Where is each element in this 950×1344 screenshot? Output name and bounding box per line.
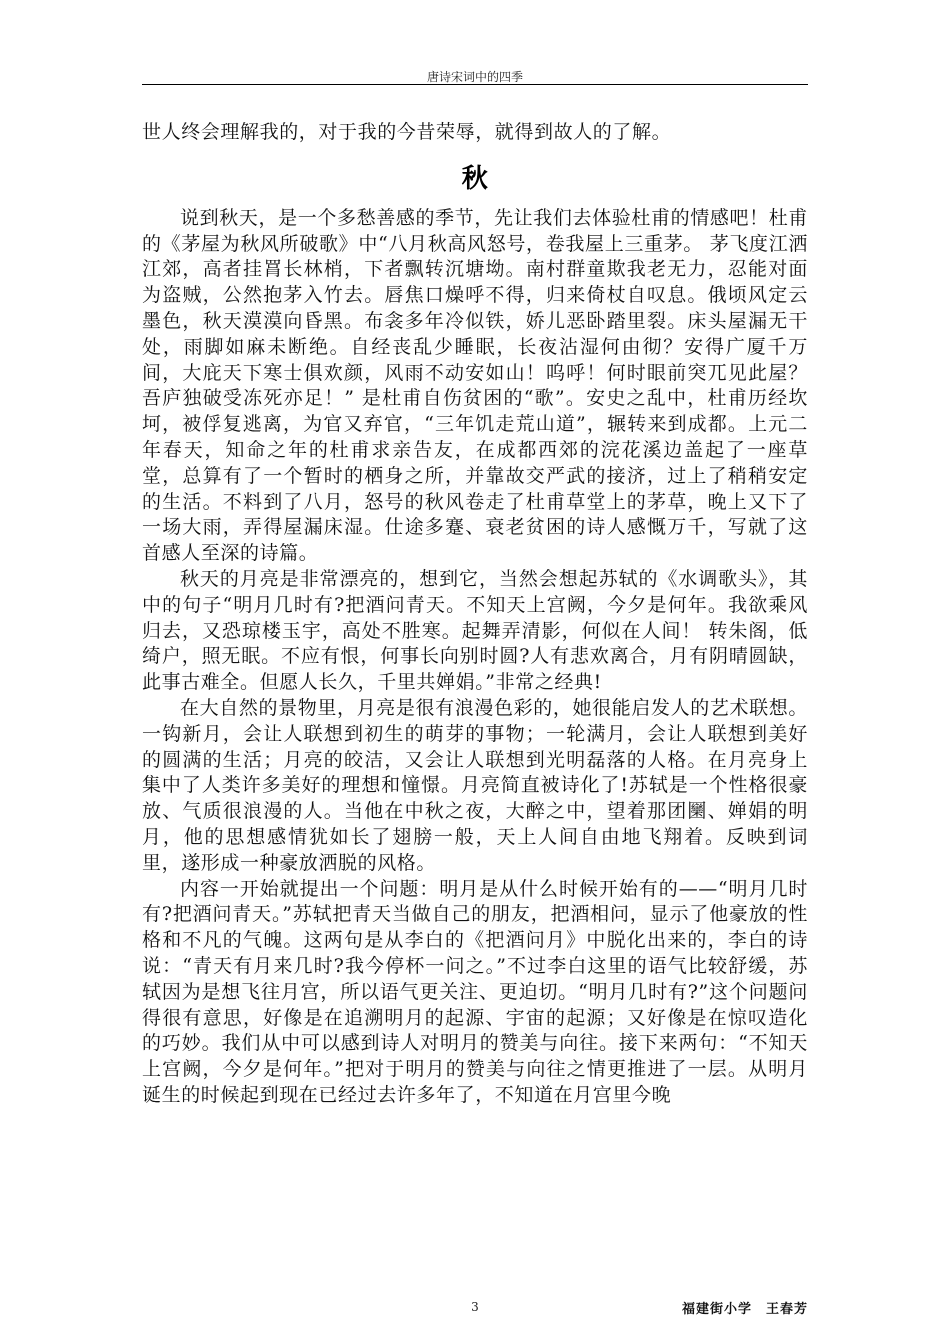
paragraph: 在大自然的景物里，月亮是很有浪漫色彩的，她很能启发人的艺术联想。一钩新月，会让人联想到初生的萌芽的事物；一轮满月，会让人联想到美好的圆满的生活；月亮的皎洁，又会让人联想到光明磊落的人格。在月亮身上集中了人类许多美好的理想和憧憬。月亮简直被诗化了!苏轼是一个性格很豪放、气质很浪漫的人。当他在中秋之夜，大醉之中，望着那团圞、婵娟的明月，他的思想感情犹如长了翅膀一般，天上人间自由地飞翔着。反映到词里，遂形成一种豪放洒脱的风格。: [142, 696, 808, 874]
paragraph: 内容一开始就提出一个问题：明月是从什么时候开始有的——“明月几时有?把酒问青天。”苏轼把青天当做自己的朋友，把酒相问，显示了他豪放的性格和不凡的气魄。这两句是从李白的《把酒问月》中脱化出来的，李白的诗说：“青天有月来几时?我今停杯一问之。”不过李白这里的语气比较舒缓，苏轼因为是想飞往月宫，所以语气更关注、更迫切。“明月几时有?”这个问题问得很有意思，好像是在追溯明月的起源、宇宙的起源；又好像是在惊叹造化的巧妙。我们从中可以感到诗人对明月的赞美与向往。接下来两句：“不知天上宫阙，今夕是何年。”把对于明月的赞美与向往之情更推进了一层。从明月诞生的时候起到现在已经过去许多年了，不知道在月宫里今晚: [142, 877, 808, 1106]
document-body: [142, 120, 808, 1109]
section-title: 秋: [461, 163, 489, 194]
paragraph: 说到秋天，是一个多愁善感的季节，先让我们去体验杜甫的情感吧！杜甫的《茅屋为秋风所破歌》中“八月秋高风怒号，卷我屋上三重茅。 茅飞度江洒江郊，高者挂罥长林梢，下者飘转沉塘坳。南村群童欺我老无力，忍能对面为盗贼，公然抱茅入竹去。唇焦口燥呼不得，归来倚杖自叹息。俄顷风定云墨色，秋天漠漠向昏黑。布衾多年冷似铁，娇儿恶卧踏里裂。床头屋漏无干处，雨脚如麻未断绝。自经丧乱少睡眠，长夜沾湿何由彻？安得广厦千万间，大庇天下寒士俱欢颜，风雨不动安如山！呜呼！何时眼前突兀见此屋？吾庐独破受冻死亦足！” 是杜甫自伤贫困的“歌”。安史之乱中，杜甫历经坎坷，被俘复逃离，为官又弃官，“三年饥走荒山道”，辗转来到成都。上元二年春天，知命之年的杜甫求亲告友，在成都西郊的浣花溪边盖起了一座草堂，总算有了一个暂时的栖身之所，并靠故交严武的接济，过上了稍稍安定的生活。不料到了八月，怒号的秋风卷走了杜甫草堂上的茅草，晚上又下了一场大雨，弄得屋漏床湿。仕途多蹇、衰老贫困的诗人感慨万千，写就了这首感人至深的诗篇。: [142, 206, 808, 565]
intro-line: 世人终会理解我的，对于我的今昔荣辱，就得到故人的了解。: [142, 121, 672, 143]
running-header-title: 唐诗宋词中的四季: [426, 70, 523, 84]
page-number: 3: [471, 1300, 479, 1314]
header-divider: [142, 84, 808, 85]
footer-author: 福建街小学 王春芳: [681, 1302, 808, 1317]
paragraph: 秋天的月亮是非常漂亮的，想到它，当然会想起苏轼的《水调歌头》，其中的句子“明月几时有?把酒问青天。不知天上宫阙，今夕是何年。我欲乘风归去，又恐琼楼玉宇，高处不胜寒。起舞弄清影，何似在人间！ 转朱阁，低绮户，照无眠。不应有恨，何事长向别时圆?人有悲欢离合，月有阴晴圆缺，此事古难全。但愿人长久，千里共婵娟。”非常之经典!: [142, 567, 808, 694]
